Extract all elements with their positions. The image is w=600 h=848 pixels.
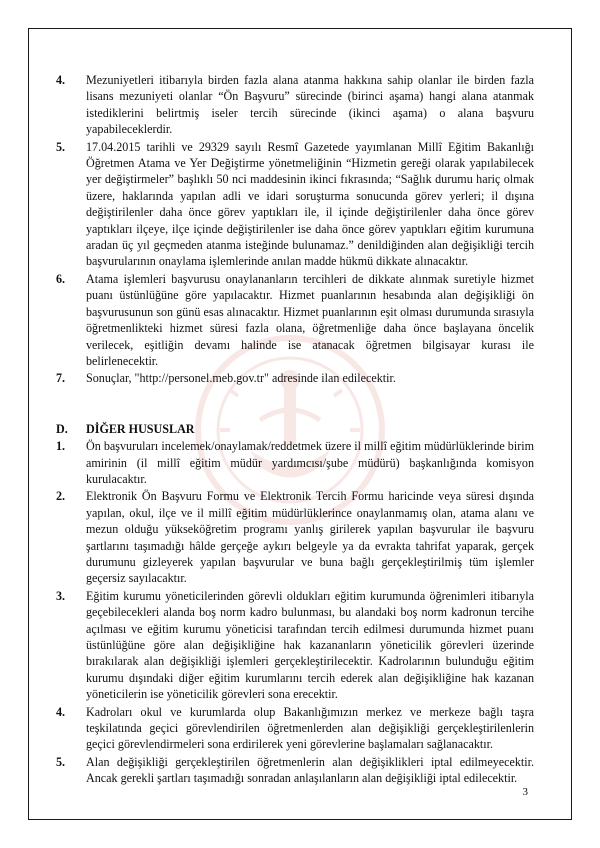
item-number: 4. — [56, 704, 66, 719]
list-item — [56, 438, 534, 487]
item-number: 2. — [56, 489, 66, 504]
item-number: 5. — [56, 139, 66, 154]
list-item — [56, 488, 534, 586]
item-text: Mezuniyetleri itibarıyla birden fazla alana atanma hakkına sahip olanlar ile birden fazla lisans mezuniyeti olanlar “Ön Başvuru” sürecinde (birinci aşama) hangi alana atanmak istediklerini belirtmiş iseler tercih sürecinde (ikinci aşama) o alana başvuru yapabileceklerdir. — [86, 73, 534, 137]
section-d-heading — [56, 421, 534, 437]
item-number: 7. — [56, 371, 66, 386]
page-number: 3 — [522, 786, 528, 798]
list-item — [56, 139, 534, 270]
item-text: Sonuçlar, "http://personel.meb.gov.tr" adresinde ilan edilecektir. — [86, 371, 396, 386]
section-c-list — [56, 72, 534, 387]
document-body — [56, 72, 534, 788]
list-item — [56, 704, 534, 753]
item-text: Atama işlemleri başvurusu onaylananların tercihleri de dikkate alınmak suretiyle hizmet puanı üstünlüğüne göre yapılacaktır. Hizmet puanlarının hesabında alan değişikliği ön başvurusunun son günü esas alınacaktır. Hizmet puanlarının eşit olması durumunda sırasıyla öğretmenlikteki hizmet süresi fazla olana, öğretmenliğe daha önce başlayana öncelik verilecek, eşitliğin devamı halinde ise atanacak öğretmen bilgisayar kurası ile belirlenecektir. — [86, 271, 534, 368]
item-text: Eğitim kurumu yöneticilerinden görevli oldukları eğitim kurumunda öğrenimleri itibarıyla geçebilecekleri alanda boş norm kadro bulunması, bu alandaki boş norm kadronun tercihe açılması ve eğitim kurumu yöneticisi tarafından tercih edilmesi durumunda hizmet puanı üstünlüğüne göre alan değişikliğine hak kazananların yöneticilik görevleri üzerinde bırakılarak alan değişikliği işlemleri gerçekleştirilecektir. Kadrolarının bulunduğu eğitim kurumu dışındaki diğer eğitim kurumlarını tercih ederek alan değişikliğine hak kazanan yöneticilerin ise yöneticilik görevleri sona erecektir. — [86, 588, 534, 702]
section-letter: D. — [56, 421, 68, 436]
item-text: Elektronik Ön Başvuru Formu ve Elektronik Tercih Formu haricinde veya süresi dışında yapılan, okul, ilçe ve il millî eğitim müdürlüklerince onaylanmamış olan, atama alanı ve mezun olduğu yükseköğretim programı yanlış girilerek yapılan başvurular ile başvuru şartlarını taşımadığı hâlde gerçeğe aykırı belgeyle ya da evrakta tahrifat yaparak, gerçek durumunu gizleyerek yapılan başvurular ve buna bağlı gerçekleştirilmiş tüm işlemler geçersiz sayılacaktır. — [86, 489, 534, 586]
item-number: 6. — [56, 271, 66, 286]
list-item — [56, 754, 534, 787]
item-text: Kadroları okul ve kurumlarda olup Bakanlığımızın merkez ve merkeze bağlı taşra teşkilatında geçici görevlendirilen öğretmenlerden alan değişikliği gerçekleştirilenlerin geçici görevlendirmeleri sona erdirilerek yeni görevlerine başlamaları sağlanacaktır. — [86, 704, 534, 752]
section-d-list — [56, 438, 534, 787]
list-item — [56, 588, 534, 703]
section-title: DİĞER HUSUSLAR — [86, 421, 195, 436]
item-text: Alan değişikliği gerçekleştirilen öğretmenlerin alan değişiklikleri iptal edilmeyecektir. Ancak gerekli şartları taşımadığı sonradan anlaşılanların alan değişikliği iptal edilecektir. — [86, 754, 534, 786]
list-item — [56, 370, 534, 386]
item-number: 3. — [56, 588, 66, 603]
item-number: 4. — [56, 73, 66, 87]
item-number: 5. — [56, 754, 66, 769]
item-text: 17.04.2015 tarihli ve 29329 sayılı Resmî Gazetede yayımlanan Millî Eğitim Bakanlığı Öğretmen Atama ve Yer Değiştirme yönetmeliğinin “Hizmetin gereği olarak yapılabilecek yer değiştirmeler” başlıklı 50 nci maddesinin ikinci fıkrasında; “Sağlık durumu hariç olmak üzere, haklarında yapılan adli ve idari soruşturma sonucunda görev yerleri; il dışına değiştirilenler daha önce görev yaptıkları ile, il içinde değiştirilenler daha önce görev yaptıkları ilçeye, ilçe içinde değiştirilenler ise daha önce görev yaptıkları eğitim kurumuna aradan üç yıl geçmeden atanma isteğinde bulunamaz.” denildiğinden alan değişikliği tercih başvurularının onaylama işlemlerinde anılan madde hükmü dikkate alınacaktır. — [86, 139, 534, 269]
item-text: Ön başvuruları incelemek/onaylamak/reddetmek üzere il millî eğitim müdürlüklerinde birim amirinin (il millî eğitim müdür yardımcısı/şube müdürü) başkanlığında komisyon kurulacaktır. — [86, 439, 534, 486]
list-item — [56, 271, 534, 369]
list-item — [56, 72, 534, 138]
item-number: 1. — [56, 439, 66, 454]
